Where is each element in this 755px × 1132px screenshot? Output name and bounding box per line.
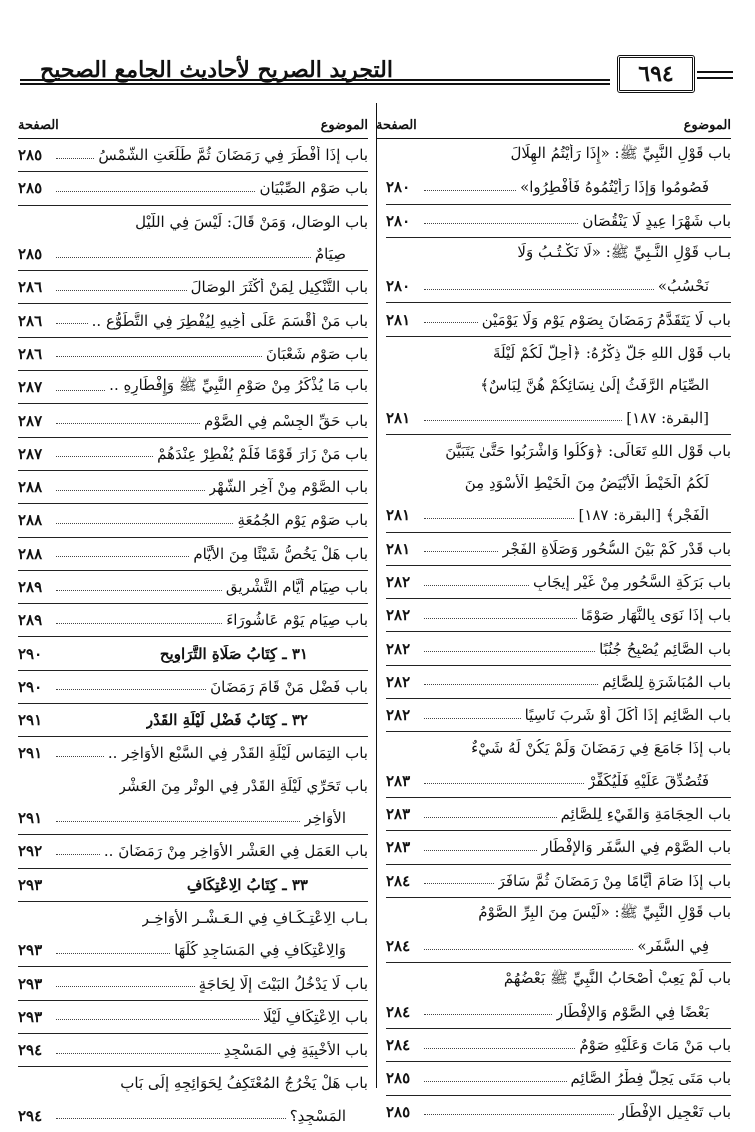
leader-dots xyxy=(56,356,262,357)
leader-dots xyxy=(56,821,300,822)
index-entry xyxy=(386,765,731,798)
subject-header: الموضوع xyxy=(683,117,731,133)
entry-title: باب مَتَى يَحِلُّ فِطْرُ الصَّائِمِ xyxy=(570,1069,731,1088)
entry-title: باب الوِصَالِ، وَمَنْ قَالَ: لَيْسَ فِي اللَّيْلِ xyxy=(135,212,368,231)
left-column xyxy=(18,112,368,1132)
index-entry xyxy=(18,1001,368,1034)
entry-page: ٢٨٧ xyxy=(18,411,43,430)
subject-header: الموضوع xyxy=(320,117,368,133)
entry-page: ٢٩١ xyxy=(18,711,43,730)
index-entry xyxy=(18,1067,368,1099)
index-entry xyxy=(18,504,368,537)
index-entry xyxy=(386,1096,731,1128)
entry-title: باب قَوْلِ النَّبِيِّ ﷺ: «لَيْسَ مِنَ البِرِّ الصَّوْمُ xyxy=(478,902,731,921)
entry-title: الصِّيَامِ الرَّفَثُ إِلَىٰ نِسَائِكُمْ هُنَّ لِبَاسٌ﴾ xyxy=(480,376,709,395)
entry-title: باب قَوْلِ اللهِ تَعَالَى: ﴿وَكُلُوا وَاشْرَبُوا حَتَّىٰ يَتَبَيَّنَ xyxy=(445,441,731,460)
index-entry xyxy=(18,139,368,172)
index-entry xyxy=(386,139,731,171)
entry-page: ٢٨١ xyxy=(386,408,411,427)
header-rule xyxy=(697,71,733,73)
leader-dots xyxy=(56,854,100,855)
leader-dots xyxy=(424,718,521,719)
entry-page: ٢٨١ xyxy=(386,310,411,329)
entry-page: ٢٩٤ xyxy=(18,1106,43,1125)
section-heading-row xyxy=(18,637,368,670)
leader-dots xyxy=(424,1048,575,1049)
right-column xyxy=(376,112,731,1128)
entry-page: ٢٨٨ xyxy=(18,544,43,563)
index-entry xyxy=(386,1062,731,1095)
index-entry xyxy=(386,632,731,665)
entry-page: ٢٨٦ xyxy=(18,311,43,330)
index-entry xyxy=(18,770,368,802)
entry-title: باب شَهْرَا عِيدٍ لَا يَنْقُصَانِ xyxy=(582,211,731,230)
entry-title: المَسْجِدِ؟ xyxy=(289,1106,346,1125)
entry-title: باب مَا يُذْكَرُ مِنْ صَوْمِ النَّبِيِّ ﷺ وَإِفْطَارِهِ .. xyxy=(109,376,368,395)
entry-title: باب إِذَا صَامَ أَيَّامًا مِنْ رَمَضَانَ ثُمَّ سَافَرَ xyxy=(497,871,731,890)
entry-page: ٢٩٣ xyxy=(18,974,43,993)
index-entry xyxy=(18,538,368,571)
leader-dots xyxy=(56,689,206,690)
leader-dots xyxy=(56,556,189,557)
leader-dots xyxy=(56,191,255,192)
leader-dots xyxy=(56,390,105,391)
entry-page: ٢٩٣ xyxy=(18,1007,43,1026)
index-entry xyxy=(386,171,731,204)
entry-title: باب قَوْلِ النَّبِيِّ ﷺ: «إِذَا رَأَيْتُمُ الهِلَالَ xyxy=(510,144,731,163)
leader-dots xyxy=(424,223,578,224)
entry-page: ٢٨٣ xyxy=(386,771,411,790)
entry-page: ٢٨٢ xyxy=(386,672,411,691)
index-entry xyxy=(386,1029,731,1062)
index-entry xyxy=(18,604,368,637)
entry-page: ٢٩١ xyxy=(18,744,43,763)
book-title: التجريد الصريح لأحاديث الجامع الصحيح xyxy=(40,57,393,83)
entry-title: باب الحِجَامَةِ وَالقَيْءِ لِلصَّائِمِ xyxy=(560,805,731,824)
entry-title: باب العَمَلِ فِي العَشْرِ الأَوَاخِرِ مِنْ رَمَضَانَ .. xyxy=(103,842,368,861)
index-entry xyxy=(386,205,731,238)
leader-dots xyxy=(424,518,574,519)
index-entry xyxy=(386,401,731,434)
entry-page: ٢٩٤ xyxy=(18,1041,43,1060)
index-entry xyxy=(386,865,731,898)
leader-dots xyxy=(424,949,633,950)
page-number-box xyxy=(617,55,695,93)
section-heading-row xyxy=(18,869,368,902)
entry-title: باب تَعْجِيلِ الإِفْطَارِ xyxy=(617,1102,731,1121)
entry-title: فَصُومُوا وَإِذَا رَأَيْتُمُوهُ فَأَفْطِرُوا» xyxy=(520,178,709,197)
section-heading-row xyxy=(18,704,368,737)
page-header-label: الصفحة xyxy=(376,117,417,133)
entry-page: ٢٨٢ xyxy=(386,573,411,591)
leader-dots xyxy=(56,590,222,591)
leader-dots xyxy=(56,1053,220,1054)
index-entry xyxy=(386,566,731,599)
index-entry xyxy=(386,533,731,566)
entry-page: ٢٨٣ xyxy=(386,805,411,824)
index-entry xyxy=(386,303,731,336)
index-entry xyxy=(18,238,368,271)
leader-dots xyxy=(56,158,94,159)
entry-title: باب صَوْمِ شَعْبَانَ xyxy=(265,344,368,363)
leader-dots xyxy=(56,490,205,491)
entry-title: باب حَقِّ الجِسْمِ فِي الصَّوْمِ xyxy=(204,411,368,430)
entry-page: ٢٩٢ xyxy=(18,842,43,861)
column-header xyxy=(376,112,731,139)
index-entry xyxy=(386,238,731,270)
index-entry xyxy=(386,337,731,369)
entry-title: باب صِيَامِ أَيَّامِ التَّشْرِيقِ xyxy=(225,578,368,596)
entry-title: باب التِمَاسِ لَيْلَةِ القَدْرِ فِي السَّبْعِ الأَوَاخِرِ .. xyxy=(107,744,368,763)
entry-title: [البقرة: ١٨٧] xyxy=(626,408,709,427)
entry-page: ٢٨٤ xyxy=(386,937,411,956)
index-entry xyxy=(18,802,368,835)
entry-page: ٢٨٥ xyxy=(386,1102,411,1121)
entry-page: ٢٩١ xyxy=(18,809,43,828)
entry-title: باب هَلْ يَخْرُجُ المُعْتَكِفُ لِحَوَائِجِهِ إِلَى بَابِ xyxy=(120,1074,368,1093)
leader-dots xyxy=(424,618,577,619)
index-entry xyxy=(18,1100,368,1132)
header-rule xyxy=(20,79,610,81)
leader-dots xyxy=(56,257,311,258)
entry-page: ٢٨٩ xyxy=(18,611,43,630)
entry-page: ٢٨٥ xyxy=(18,146,43,165)
entry-title: باب تَحَرِّي لَيْلَةِ القَدْرِ فِي الوِتْرِ مِنَ العَشْرِ xyxy=(118,776,368,795)
entry-title: باب المُبَاشَرَةِ لِلصَّائِمِ xyxy=(602,672,731,691)
entry-page: ٢٨٤ xyxy=(386,1002,411,1021)
index-entry xyxy=(18,471,368,504)
leader-dots xyxy=(424,783,584,784)
entry-title: باب إِذَا جَامَعَ فِي رَمَضَانَ وَلَمْ يَكُنْ لَهُ شَيْءٌ xyxy=(471,739,731,758)
entry-title: فِي السَّفَرِ» xyxy=(637,937,709,956)
entry-page: ٢٩٣ xyxy=(18,941,43,960)
entry-title: باب فَضْلِ مَنْ قَامَ رَمَضَانَ xyxy=(210,677,368,696)
leader-dots xyxy=(56,953,170,954)
index-entry xyxy=(18,902,368,934)
leader-dots xyxy=(56,1118,286,1119)
index-entry xyxy=(18,737,368,769)
entry-title: باب إِذَا أَفْطَرَ فِي رَمَضَانَ ثُمَّ طَلَعَتِ الشَّمْسُ xyxy=(98,146,368,165)
entry-title: باب الأَخْبِيَةِ فِي المَسْجِدِ xyxy=(223,1041,368,1060)
leader-dots xyxy=(424,684,598,685)
leader-dots xyxy=(424,817,557,818)
entry-title: باب الصَّوْمِ مِنْ آخِرِ الشَّهْرِ xyxy=(208,478,368,497)
entry-page: ٢٨١ xyxy=(386,506,411,525)
entry-title: بَعْضًا فِي الصَّوْمِ وَالإِفْطَارِ xyxy=(555,1002,709,1021)
header-rule xyxy=(697,77,733,79)
entry-title: وَالِاعْتِكَافِ فِي المَسَاجِدِ كُلِّهَا xyxy=(174,941,346,960)
entry-page: ٢٨٠ xyxy=(386,211,411,230)
entry-title: باب قَدْرِ كَمْ بَيْنَ السُّحُورِ وَصَلَاةِ الفَجْرِ xyxy=(502,539,731,558)
leader-dots xyxy=(424,1081,567,1082)
entry-title: باب لَا يَدْخُلُ البَيْتَ إِلَّا لِحَاجَةٍ xyxy=(198,974,368,993)
entry-page: ٢٨٥ xyxy=(386,1069,411,1088)
entry-title: باب الصَّوْمِ فِي السَّفَرِ وَالإِفْطَارِ xyxy=(541,838,731,857)
leader-dots xyxy=(424,1014,552,1015)
entry-page: ٢٨٨ xyxy=(18,511,43,530)
entry-title: الْفَجْرِ﴾ [البقرة: ١٨٧] xyxy=(578,506,709,525)
entry-page: ٢٨٧ xyxy=(18,444,43,463)
leader-dots xyxy=(56,986,195,987)
entry-page: ٢٨٨ xyxy=(18,478,43,497)
index-entry xyxy=(386,831,731,864)
index-entry xyxy=(386,270,731,303)
entry-title: بـاب قَوْلِ النَّـبِيِّ ﷺ: «لَا نَكْـتُـبُ وَلَا xyxy=(517,243,731,262)
leader-dots xyxy=(56,523,233,524)
entry-page: ٢٩٠ xyxy=(18,677,43,696)
entry-page: ٢٨٤ xyxy=(386,1036,411,1055)
leader-dots xyxy=(56,1019,259,1020)
index-entry xyxy=(386,435,731,467)
header-rule xyxy=(20,83,610,85)
index-entry xyxy=(18,404,368,437)
entry-page: ٢٨٥ xyxy=(18,245,43,264)
entry-title: باب لَا يَتَقَدَّمُ رَمَضَانَ بِصَوْمِ يَوْمٍ وَلَا يَوْمَيْنِ xyxy=(481,310,731,329)
index-entry xyxy=(18,1034,368,1067)
entry-page: ٢٨٩ xyxy=(18,578,43,596)
index-entry xyxy=(386,499,731,532)
index-entry xyxy=(18,338,368,371)
entry-title: باب صَوْمِ الصِّبْيَانِ xyxy=(259,179,368,198)
column-divider xyxy=(376,103,377,1088)
entry-title: باب الصَّائِمِ إِذَا أَكَلَ أَوْ شَرِبَ نَاسِيًا xyxy=(524,706,731,725)
index-entry xyxy=(18,206,368,238)
entry-title: الأَوَاخِرِ xyxy=(304,809,346,828)
index-entry xyxy=(18,967,368,1000)
leader-dots xyxy=(424,651,595,652)
index-entry xyxy=(386,798,731,831)
entry-title: ٣٢ ـ كِتَابُ فَضْلِ لَيْلَةِ القَدْرِ xyxy=(145,711,308,730)
leader-dots xyxy=(424,850,537,851)
index-entry xyxy=(386,666,731,699)
entry-page: ٢٩٠ xyxy=(18,644,43,663)
entry-page: ٢٨٣ xyxy=(386,838,411,857)
entry-page: ٢٨٥ xyxy=(18,179,43,198)
index-entry xyxy=(386,996,731,1029)
index-entry xyxy=(18,671,368,704)
index-entry xyxy=(18,271,368,304)
leader-dots xyxy=(56,423,200,424)
leader-dots xyxy=(424,190,516,191)
index-entry xyxy=(386,599,731,632)
entry-title: ٣٣ ـ كِتَابُ الِاعْتِكَافِ xyxy=(186,875,308,894)
leader-dots xyxy=(56,623,222,624)
entry-page: ٢٨٠ xyxy=(386,277,411,296)
index-entry xyxy=(18,571,368,604)
page-header-label: الصفحة xyxy=(18,117,59,133)
leader-dots xyxy=(424,322,478,323)
entry-title: باب صَوْمِ يَوْمِ الجُمُعَةِ xyxy=(237,511,368,530)
leader-dots xyxy=(424,420,622,421)
entry-title: لَكُمُ الْخَيْطُ الْأَبْيَضُ مِنَ الْخَيْطِ الْأَسْوَدِ مِنَ xyxy=(464,474,709,493)
leader-dots xyxy=(424,585,529,586)
entry-title: باب التَّنْكِيلِ لِمَنْ أَكْثَرَ الوِصَالَ xyxy=(190,278,368,297)
entry-page: ٢٨٠ xyxy=(386,178,411,197)
index-entry xyxy=(386,732,731,764)
index-entry xyxy=(386,898,731,930)
index-entry xyxy=(386,467,731,499)
index-entry xyxy=(386,963,731,995)
entry-page: ٢٨٦ xyxy=(18,278,43,297)
leader-dots xyxy=(424,883,494,884)
entry-page: ٢٨١ xyxy=(386,539,411,558)
entry-title: باب صِيَامِ يَوْمِ عَاشُورَاءَ xyxy=(226,611,368,630)
index-entry xyxy=(18,304,368,337)
index-entry xyxy=(386,930,731,963)
entry-title: باب الِاعْتِكَافِ لَيْلًا xyxy=(262,1007,368,1026)
entry-page: ٢٨٢ xyxy=(386,639,411,658)
entry-page: ٢٨٤ xyxy=(386,871,411,890)
entry-title: باب هَلْ يَخُصُّ شَيْئًا مِنَ الأَيَّامِ xyxy=(193,544,368,563)
entry-title: بـاب الِاعْتِـكَـافِ فِي الـعَـشْـرِ الأَوَاخِـرِ xyxy=(141,908,368,927)
entry-page: ٢٩٣ xyxy=(18,875,43,894)
index-entry xyxy=(386,369,731,401)
entry-page: ٢٨٦ xyxy=(18,344,43,363)
column-header xyxy=(18,112,368,139)
entry-title: ٣١ ـ كِتَابُ صَلَاةِ التَّرَاوِيحِ xyxy=(159,644,308,663)
page-header xyxy=(20,55,735,95)
entry-title: باب إِذَا نَوَى بِالنَّهَارِ صَوْمًا xyxy=(580,606,731,625)
entry-title: نَحْسُبُ» xyxy=(657,277,709,296)
leader-dots xyxy=(56,756,104,757)
entry-title: باب لَمْ يَعِبْ أَصْحَابُ النَّبِيِّ ﷺ بَعْضُهُمْ xyxy=(503,968,731,987)
index-entry xyxy=(18,172,368,205)
leader-dots xyxy=(424,289,654,290)
leader-dots xyxy=(424,1114,614,1115)
entry-title: باب مَنْ زَارَ قَوْمًا فَلَمْ يُفْطِرْ عِنْدَهُمْ xyxy=(157,444,368,463)
entry-title: باب مَنْ أَقْسَمَ عَلَى أَخِيهِ لِيُفْطِرَ فِي التَّطَوُّعِ .. xyxy=(91,311,368,330)
page-number: ٦٩٤ xyxy=(638,61,674,87)
entry-title: باب الصَّائِمِ يُصْبِحُ جُنُبًا xyxy=(599,639,731,658)
leader-dots xyxy=(424,551,498,552)
index-entry xyxy=(18,934,368,967)
entry-page: ٢٨٢ xyxy=(386,606,411,625)
leader-dots xyxy=(56,323,88,324)
leader-dots xyxy=(56,456,153,457)
index-entry xyxy=(18,835,368,868)
index-entry xyxy=(386,699,731,732)
entry-page: ٢٨٢ xyxy=(386,706,411,725)
index-entry xyxy=(18,438,368,471)
entry-title: باب قَوْلِ اللهِ جَلَّ ذِكْرُهُ: ﴿أُحِلَّ لَكُمْ لَيْلَةَ xyxy=(493,343,731,362)
index-entry xyxy=(18,371,368,404)
entry-title: باب مَنْ مَاتَ وَعَلَيْهِ صَوْمٌ xyxy=(579,1036,731,1055)
entry-title: صِيَامٌ xyxy=(314,245,346,264)
entry-title: فَتُصُدِّقَ عَلَيْهِ فَلْيُكَفِّرْ xyxy=(587,771,709,790)
leader-dots xyxy=(56,290,187,291)
entry-title: باب بَرَكَةِ السَّحُورِ مِنْ غَيْرِ إِيجَابٍ xyxy=(533,573,731,591)
entry-page: ٢٨٧ xyxy=(18,378,43,397)
